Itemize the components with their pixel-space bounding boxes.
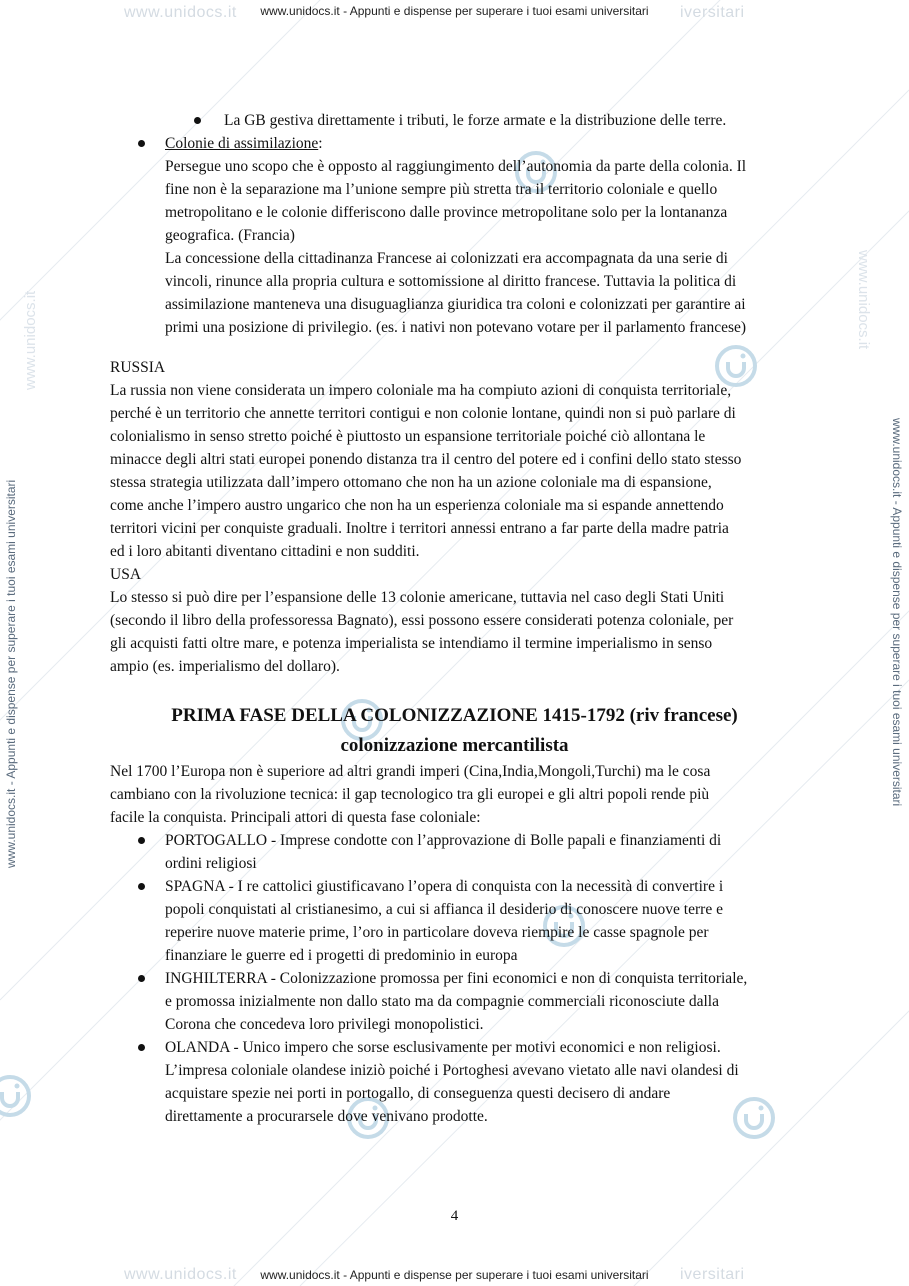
actor-line: OLANDA - Unico impero che sorse esclusivamente per motivi economici e non religiosi. bbox=[165, 1039, 721, 1056]
actor-line: acquistare spezie nei porti in portogallo, di conseguenza questi decisero di andare bbox=[165, 1085, 671, 1102]
page-number: 4 bbox=[450, 1208, 459, 1224]
russia-line: territori vicini per conquiste graduali. Inoltre i territori annessi entrano a far parte della madre patria bbox=[110, 520, 729, 537]
actor-line: popoli conquistati al cristianesimo, a cui si affianca il desiderio di conoscere nuove terre e bbox=[165, 901, 723, 918]
watermark-side-right: www.unidocs.it - Appunti e dispense per superare i tuoi esami universitari bbox=[890, 418, 904, 807]
watermark-ghost-suffix: iversitari bbox=[680, 4, 745, 21]
usa-line: gli acquisti fatti oltre mare, e potenza imperialista se intendiamo il termine imperialismo in senso bbox=[110, 635, 713, 652]
intro-line: facile la conquista. Principali attori di questa fase coloniale: bbox=[110, 809, 481, 826]
assimilazione-line: primi una posizione di privilegio. (es. i nativi non potevano votare per il parlamento francese) bbox=[165, 319, 747, 336]
actor-line: INGHILTERRA - Colonizzazione promossa per fini economici e non di conquista territoriale, bbox=[165, 970, 748, 987]
intro-line: cambiano con la rivoluzione tecnica: il gap tecnologico tra gli europei e gli altri popoli rende più bbox=[110, 786, 710, 803]
section-heading: PRIMA FASE DELLA COLONIZZAZIONE 1415-1792 (riv francese) bbox=[171, 705, 738, 726]
assimilazione-line: Persegue uno scopo che è opposto al raggiungimento dell’autonomia da parte della colonia. Il bbox=[165, 158, 747, 175]
actor-line: ordini religiosi bbox=[165, 855, 257, 872]
bullet-icon bbox=[138, 837, 145, 844]
actor-line: Corona che concedeva loro privilegi monopolistici. bbox=[165, 1016, 484, 1033]
actor-line: finanziare le guerre ed i progetti di predominio in europa bbox=[165, 947, 518, 964]
assimilazione-line: vincoli, rinunce alla propria cultura e sottomissione al diritto francese. Tuttavia la politica di bbox=[165, 273, 737, 290]
watermark-ghost-side-left: www.unidocs.it bbox=[22, 290, 39, 390]
watermark-banner-top: www.unidocs.it - Appunti e dispense per superare i tuoi esami universitari bbox=[260, 4, 649, 18]
actor-line: PORTOGALLO - Imprese condotte con l’approvazione di Bolle papali e finanziamenti di bbox=[165, 832, 722, 849]
russia-line: ed i loro abitanti diventano cittadini e non sudditi. bbox=[110, 543, 420, 560]
assimilazione-title-text: Colonie di assimilazione bbox=[165, 135, 319, 152]
unidocs-logo-icon bbox=[730, 1094, 778, 1142]
bullet-icon bbox=[138, 975, 145, 982]
watermark-ghost-text-bottom: www.unidocs.it bbox=[124, 1266, 237, 1283]
assimilazione-title bbox=[165, 132, 323, 155]
watermark-side-left: www.unidocs.it - Appunti e dispense per superare i tuoi esami universitari bbox=[4, 479, 18, 868]
russia-line: La russia non viene considerata un impero coloniale ma ha compiuto azioni di conquista territoriale, bbox=[110, 382, 732, 399]
usa-line: ampio (es. imperialismo del dollaro). bbox=[110, 658, 340, 675]
usa-line: (secondo il libro della professoressa Bagnato), essi possono essere considerati potenza coloniale, per bbox=[110, 612, 734, 629]
actor-line: L’impresa coloniale olandese iniziò poiché i Portoghesi avevano vietato alle navi olandesi di bbox=[165, 1062, 739, 1079]
assimilazione-title-colon: : bbox=[318, 135, 323, 152]
actor-line: SPAGNA - I re cattolici giustificavano l’opera di conquista con la necessità di convertire i bbox=[165, 878, 724, 895]
actor-line: direttamente a procurarsele dove venivano prodotte. bbox=[165, 1108, 488, 1125]
assimilazione-line: metropolitano e le colonie differiscono dalle province metropolitane solo per la lontananza bbox=[165, 204, 728, 221]
assimilazione-line: assimilazione manteneva una disuguaglianza giuridica tra coloni e colonizzati per garantire ai bbox=[165, 296, 746, 313]
watermark-ghost-suffix-bottom: iversitari bbox=[680, 1266, 745, 1283]
russia-title: RUSSIA bbox=[110, 359, 166, 376]
unidocs-logo-icon bbox=[0, 1072, 34, 1120]
section-subheading: colonizzazione mercantilista bbox=[340, 735, 569, 756]
watermark-ghost-side-right: www.unidocs.it bbox=[855, 250, 872, 350]
usa-line: Lo stesso si può dire per l’espansione delle 13 colonie americane, tuttavia nel caso degli Stati Uniti bbox=[110, 589, 725, 606]
russia-line: stessa strategia utilizzata dall’impero ottomano che non ha un azione coloniale ma di espansione, bbox=[110, 474, 712, 491]
russia-line: colonialismo in senso stretto poiché è piuttosto un espansione territoriale poiché ciò allontana le bbox=[110, 428, 706, 445]
bullet-icon bbox=[138, 1044, 145, 1051]
usa-title: USA bbox=[110, 566, 142, 583]
bullet-icon bbox=[138, 883, 145, 890]
russia-line: perché è un territorio che annette territori contigui e non colonie lontane, quindi non si può parlare di bbox=[110, 405, 736, 422]
watermark-ghost-text: www.unidocs.it bbox=[124, 4, 237, 21]
sub-bullet-gb: La GB gestiva direttamente i tributi, le forze armate e la distribuzione delle terre. bbox=[224, 112, 727, 129]
russia-line: minacce degli altri stati europei ponendo distanza tra il centro del potere ed i confini dello stato stesso bbox=[110, 451, 742, 468]
assimilazione-line: fine non è la separazione ma l’unione sempre più stretta tra il territorio coloniale e quello bbox=[165, 181, 718, 198]
assimilazione-line: La concessione della cittadinanza Francese ai colonizzati era accompagnata da una serie di bbox=[165, 250, 728, 267]
bullet-icon bbox=[194, 117, 201, 124]
actor-line: e promossa inizialmente non dallo stato ma da compagnie commerciali riconosciute dalla bbox=[165, 993, 719, 1010]
actor-line: reperire nuove materie prime, l’oro in particolare doveva riempire le casse spagnole per bbox=[165, 924, 709, 941]
russia-line: come anche l’impero austro ungarico che non ha un esperienza coloniale ma si espande annettendo bbox=[110, 497, 724, 514]
intro-line: Nel 1700 l’Europa non è superiore ad altri grandi imperi (Cina,India,Mongoli,Turchi) ma le cosa bbox=[110, 763, 711, 780]
watermark-banner-bottom: www.unidocs.it - Appunti e dispense per superare i tuoi esami universitari bbox=[260, 1268, 649, 1282]
assimilazione-line: geografica. (Francia) bbox=[165, 227, 295, 244]
bullet-icon bbox=[138, 140, 145, 147]
